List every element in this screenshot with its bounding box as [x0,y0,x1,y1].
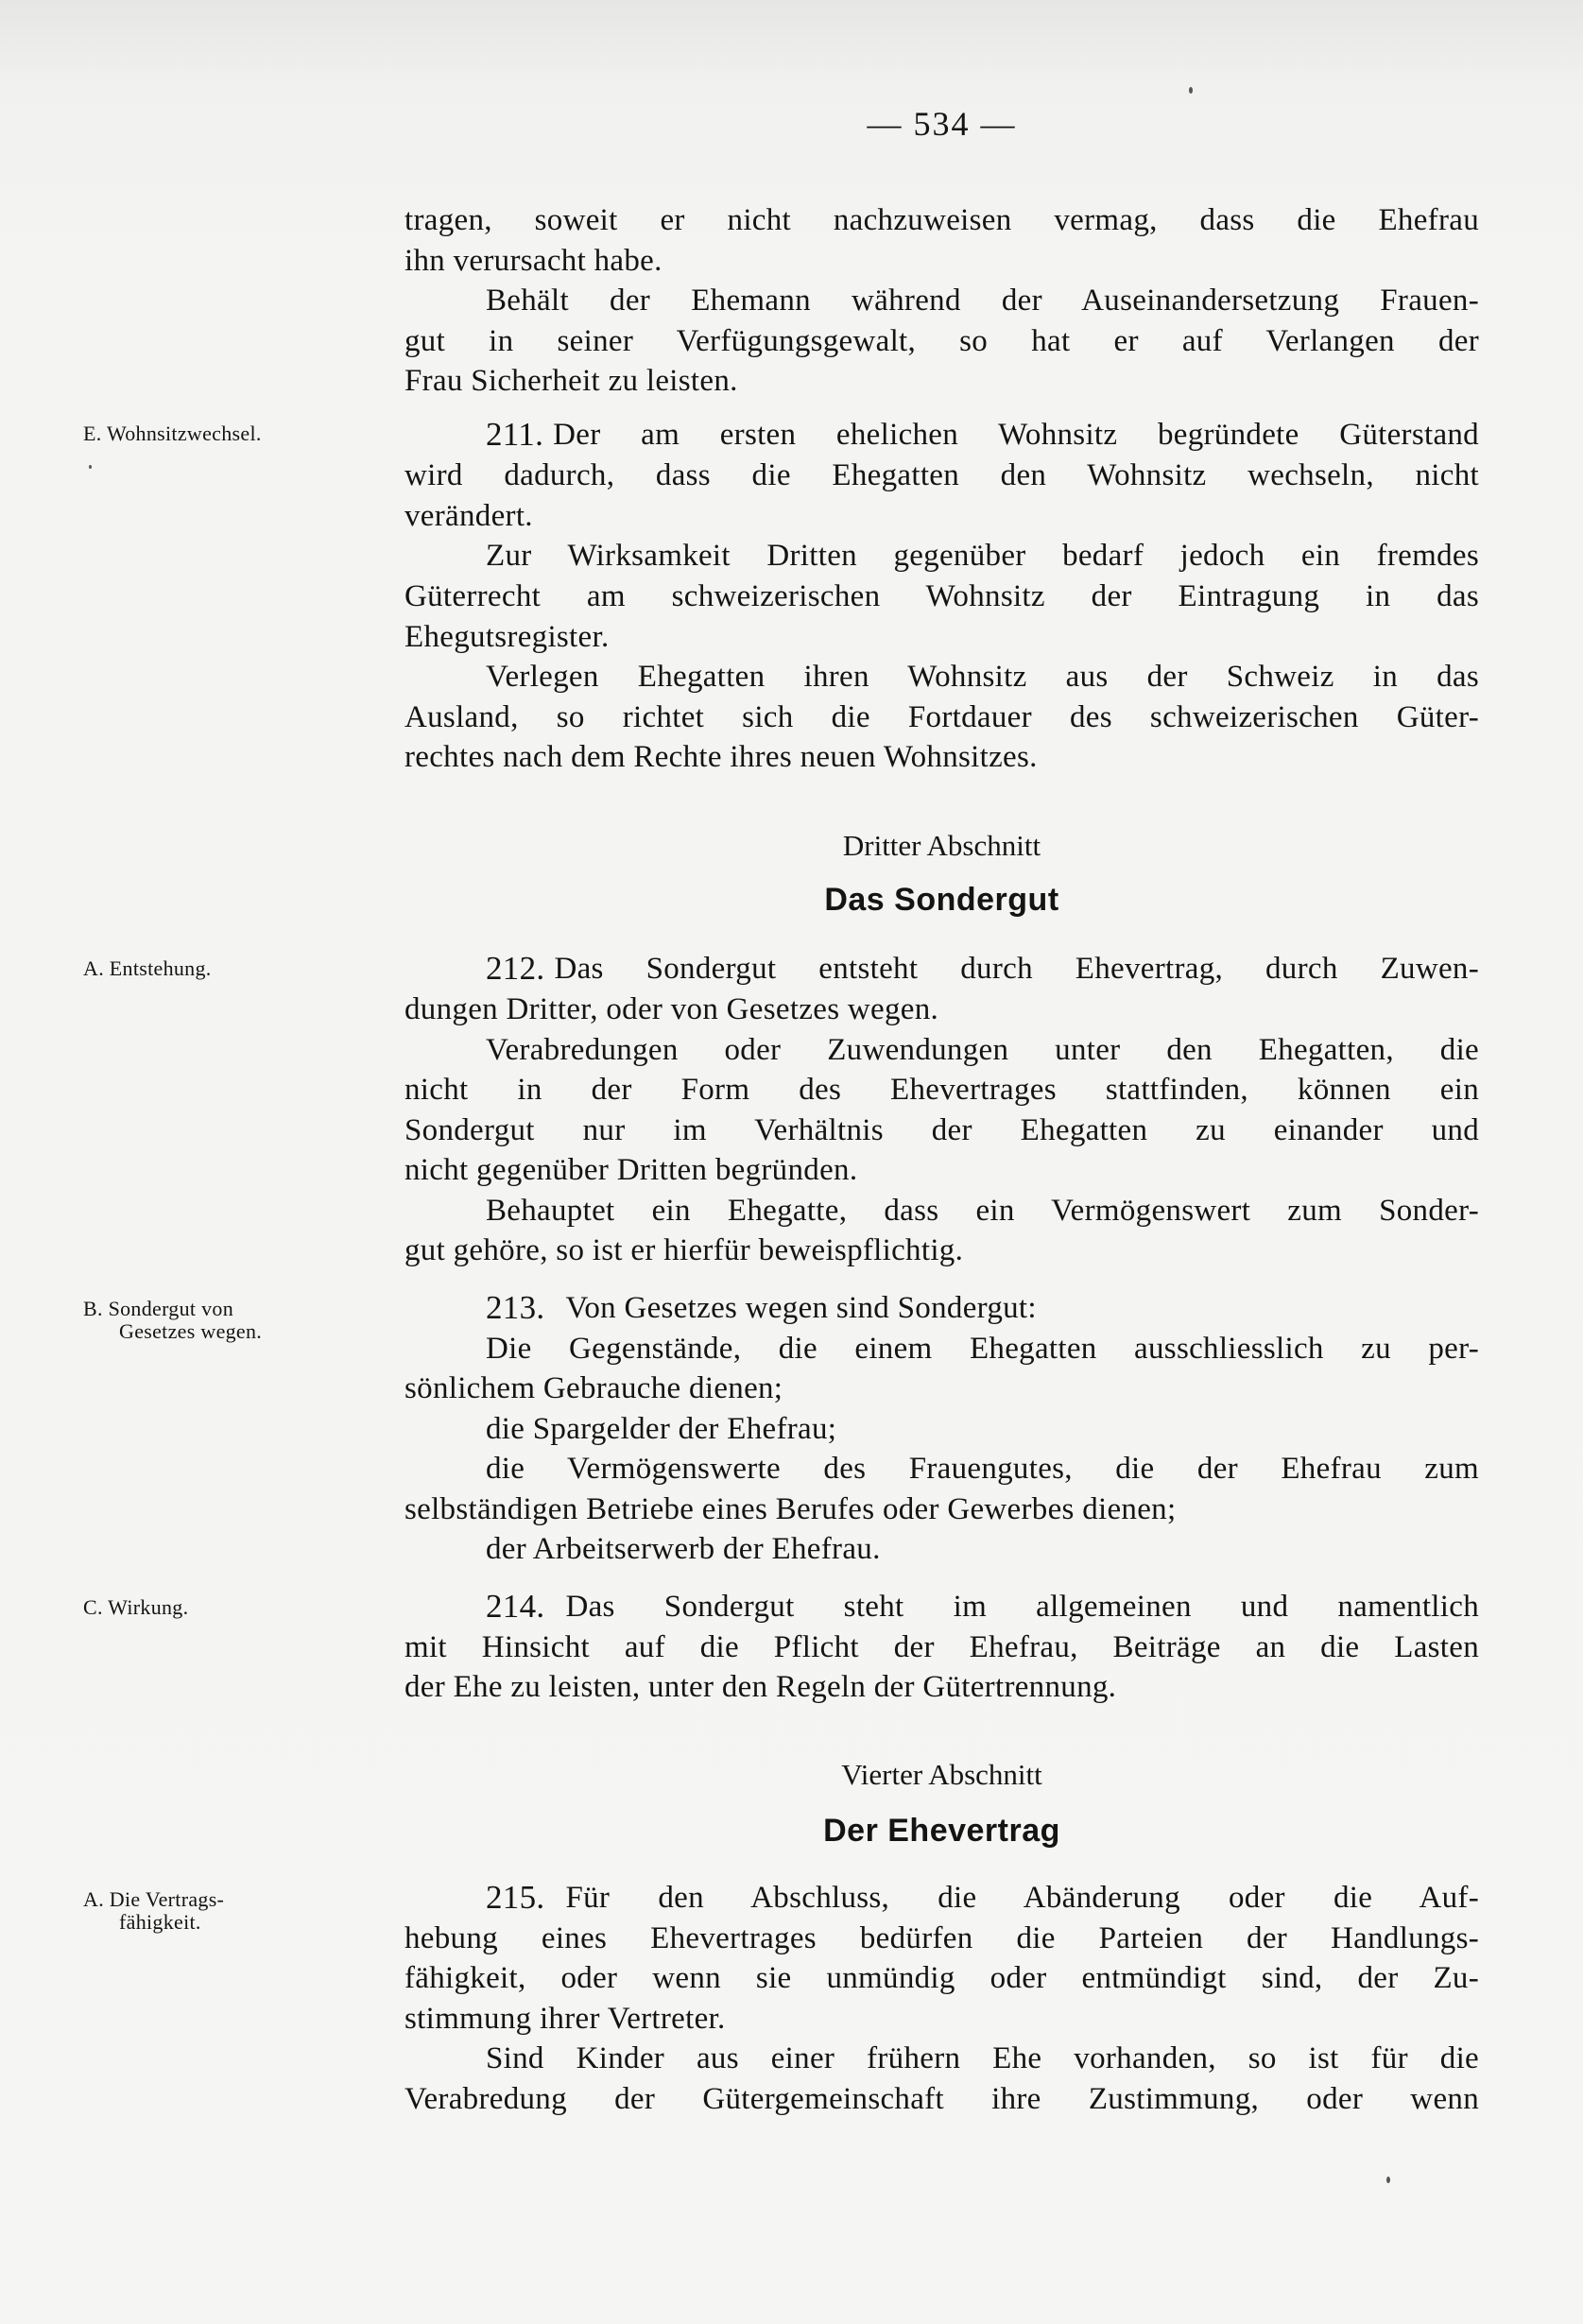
scan-speck [89,465,92,469]
text-line: Das Sondergut steht im allgemeinen und namentlich [565,1590,1479,1624]
margin-note: C. Wirkung. [83,1595,189,1619]
text-line: Ausland, so richtet sich die Fortdauer des schweizerischen Güter- [404,700,1479,734]
margin-note: Gesetzes wegen. [119,1319,263,1343]
text-line: gut gehöre, so ist er hierfür beweispflichtig. [404,1233,964,1267]
text-line: Güterrecht am schweizerischen Wohnsitz der Eintragung in das [404,579,1479,613]
text-line: nicht in der Form des Ehevertrages stattfinden, können ein [404,1073,1479,1107]
text-line: Verlegen Ehegatten ihren Wohnsitz aus der Schweiz in das [486,660,1479,694]
scan-speck [1189,87,1193,94]
article-number: 215. [486,1879,545,1916]
text-line: verändert. [404,499,533,533]
text-line: ihn verursacht habe. [404,244,662,278]
text-line: die Spargelder der Ehefrau; [486,1412,837,1446]
text-line: der Arbeitserwerb der Ehefrau. [486,1532,881,1566]
text-line: Zur Wirksamkeit Dritten gegenüber bedarf jedoch ein fremdes [486,539,1479,573]
page-number: — 534 — [867,105,1017,143]
article-214-first-line [486,1588,1479,1626]
margin-note: E. Wohnsitzwechsel. [83,422,262,445]
text-line: rechtes nach dem Rechte ihres neuen Wohnsitzes. [404,740,1038,774]
text-line: Für den Abschluss, die Abänderung oder die Auf- [565,1881,1479,1915]
text-line: die Vermögenswerte des Frauengutes, die der Ehefrau zum [486,1452,1479,1486]
text-line: Verabredungen oder Zuwendungen unter den Ehegatten, die [486,1033,1479,1067]
text-line: mit Hinsicht auf die Pflicht der Ehefrau, Beiträge an die Lasten [404,1630,1479,1664]
text-line: gut in seiner Verfügungsgewalt, so hat er auf Verlangen der [404,324,1479,358]
article-number: 212. [486,950,545,987]
text-line: selbständigen Betriebe eines Berufes oder Gewerbes dienen; [404,1492,1177,1526]
text-line: nicht gegenüber Dritten begründen. [404,1153,858,1187]
article-213-first-line [486,1289,1479,1327]
text-line: wird dadurch, dass die Ehegatten den Wohnsitz wechseln, nicht [404,458,1479,492]
text-line: Behauptet ein Ehegatte, dass ein Vermögenswert zum Sonder- [486,1194,1479,1228]
article-number: 211. [486,416,544,453]
margin-note: A. Die Vertrags- [83,1887,225,1911]
text-line: Das Sondergut entsteht durch Ehevertrag, durch Zuwen- [554,952,1479,986]
text-line: Die Gegenstände, die einem Ehegatten ausschliesslich zu per- [486,1332,1479,1366]
text-line: Von Gesetzes wegen sind Sondergut: [565,1291,1037,1325]
text-line: Frau Sicherheit zu leisten. [404,364,738,398]
text-line: tragen, soweit er nicht nachzuweisen vermag, dass die Ehefrau [404,203,1479,237]
margin-note: A. Entstehung. [83,956,212,980]
text-line: Sind Kinder aus einer frühern Ehe vorhanden, so ist für die [486,2041,1479,2075]
margin-note: B. Sondergut von [83,1297,234,1320]
article-212-first-line [486,950,1479,988]
text-line: stimmung ihrer Vertreter. [404,2002,726,2036]
section-label: Dritter Abschnitt [842,829,1041,862]
text-line: hebung eines Ehevertrages bedürfen die Parteien der Handlungs- [404,1921,1479,1955]
article-number: 213. [486,1289,545,1326]
article-number: 214. [486,1588,545,1625]
article-215-first-line [486,1879,1479,1917]
text-line: Sondergut nur im Verhältnis der Ehegatten zu einander und [404,1113,1479,1147]
section-label: Vierter Abschnitt [841,1758,1042,1791]
text-line: fähigkeit, oder wenn sie unmündig oder entmündigt sind, der Zu- [404,1961,1479,1995]
text-line: Der am ersten ehelichen Wohnsitz begründete Güterstand [553,418,1479,452]
article-211-first-line [486,416,1479,454]
text-line: Behält der Ehemann während der Auseinandersetzung Frauen- [486,284,1479,318]
text-line: der Ehe zu leisten, unter den Regeln der Gütertrennung. [404,1670,1117,1704]
margin-note: fähigkeit. [119,1910,201,1934]
text-line: Verabredung der Gütergemeinschaft ihre Zustimmung, oder wenn [404,2082,1479,2116]
section-title: Das Sondergut [824,882,1059,918]
text-line: Ehegutsregister. [404,620,610,654]
text-line: sönlichem Gebrauche dienen; [404,1371,783,1405]
scan-speck [1386,2177,1390,2183]
text-line: dungen Dritter, oder von Gesetzes wegen. [404,992,939,1026]
section-title: Der Ehevertrag [823,1813,1060,1849]
